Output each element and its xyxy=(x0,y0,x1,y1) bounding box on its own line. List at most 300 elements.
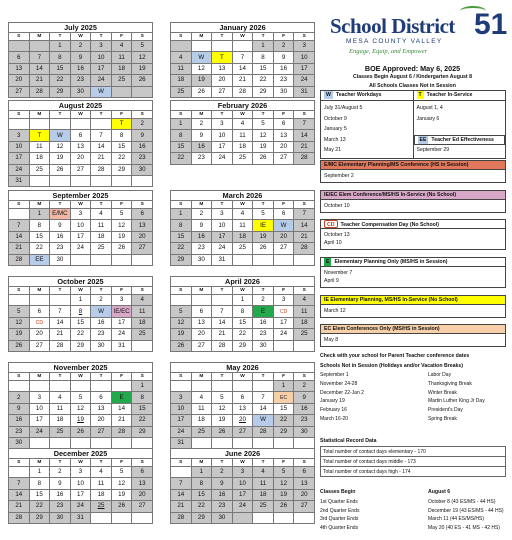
day-cell: 21 xyxy=(91,153,112,164)
quarter-label: 2nd Quarter Ends xyxy=(320,507,360,514)
day-cell: 13 xyxy=(294,478,315,489)
day-cell: 19 xyxy=(9,329,30,340)
day-cell: 25 xyxy=(232,153,253,164)
day-cell: 6 xyxy=(132,467,153,478)
day-cell: 7 xyxy=(29,52,50,63)
day-cell: 26 xyxy=(253,243,274,254)
day-cell: 13 xyxy=(70,141,91,152)
day-cell xyxy=(111,86,132,97)
day-cell: 6 xyxy=(273,209,294,220)
weekday-header: S xyxy=(294,287,315,295)
day-cell: 14 xyxy=(253,403,274,414)
quarter-row xyxy=(320,524,506,533)
day-cell: 26 xyxy=(273,501,294,512)
day-cell: 1 xyxy=(29,209,50,220)
day-cell: W xyxy=(253,415,274,426)
month-calendar xyxy=(8,448,153,524)
weekday-header: T xyxy=(212,459,233,467)
weekday-header: F xyxy=(111,33,132,41)
day-cell: 30 xyxy=(50,512,71,523)
weekday-header: T xyxy=(50,459,71,467)
day-cell: 30 xyxy=(212,512,233,523)
day-cell: 12 xyxy=(253,130,274,141)
day-cell: 10 xyxy=(212,130,233,141)
weekday-header: F xyxy=(273,201,294,209)
day-cell: 14 xyxy=(111,403,132,414)
e-date: November 7 xyxy=(324,270,353,276)
day-cell: 27 xyxy=(91,426,112,437)
quarters-start: August 6 xyxy=(428,489,451,495)
day-cell: 2 xyxy=(91,295,112,306)
day-cell: 29 xyxy=(111,164,132,175)
holiday-row xyxy=(320,371,506,380)
day-cell: 23 xyxy=(191,243,212,254)
day-cell xyxy=(171,381,192,392)
day-cell: 3 xyxy=(9,130,30,141)
day-cell: 8 xyxy=(29,478,50,489)
weekday-header: S xyxy=(294,373,315,381)
weekday-header: T xyxy=(253,287,274,295)
day-cell: 15 xyxy=(232,317,253,328)
weekday-header: S xyxy=(9,201,30,209)
month-calendar xyxy=(170,362,315,449)
day-cell: 25 xyxy=(171,86,192,97)
day-cell: IE/EC xyxy=(111,306,132,317)
day-cell: 4 xyxy=(91,209,112,220)
day-cell: 28 xyxy=(294,153,315,164)
day-cell: IE xyxy=(253,220,274,231)
day-cell: 10 xyxy=(91,52,112,63)
day-cell: 7 xyxy=(294,119,315,130)
day-cell: 12 xyxy=(171,317,192,328)
day-cell xyxy=(50,295,71,306)
day-cell: 5 xyxy=(111,467,132,478)
day-cell: 21 xyxy=(9,243,30,254)
day-cell: 7 xyxy=(171,478,192,489)
day-cell: 11 xyxy=(132,306,153,317)
day-cell xyxy=(171,41,192,52)
day-cell: 15 xyxy=(29,489,50,500)
day-cell: 20 xyxy=(132,231,153,242)
day-cell: 22 xyxy=(171,153,192,164)
weekday-header: S xyxy=(132,459,153,467)
month-title: March 2026 xyxy=(170,190,315,200)
day-cell: E/MC xyxy=(50,209,71,220)
day-cell: 10 xyxy=(232,478,253,489)
day-cell xyxy=(191,41,212,52)
day-cell: 25 xyxy=(111,75,132,86)
day-cell: 21 xyxy=(171,501,192,512)
weekday-header: T xyxy=(50,111,71,119)
inservice-label: Teacher In-Service xyxy=(426,92,473,98)
day-cell: 26 xyxy=(132,75,153,86)
day-cell: 9 xyxy=(132,130,153,141)
holiday-row xyxy=(320,380,506,389)
weekday-header: M xyxy=(29,459,50,467)
day-cell: 5 xyxy=(132,41,153,52)
day-cell: 11 xyxy=(29,141,50,152)
day-cell: 22 xyxy=(191,501,212,512)
weekday-header: T xyxy=(253,459,274,467)
day-cell xyxy=(132,175,153,186)
day-cell: 25 xyxy=(50,426,71,437)
day-cell: 11 xyxy=(171,63,192,74)
weekday-header: T xyxy=(91,33,112,41)
day-cell: 21 xyxy=(50,329,71,340)
stat-row: Total number of contact days high - 174 xyxy=(321,467,506,477)
holiday-name: Labor Day xyxy=(428,372,452,378)
weekday-header: T xyxy=(212,201,233,209)
day-cell: 1 xyxy=(70,295,91,306)
day-cell: 1 xyxy=(29,467,50,478)
day-cell: 6 xyxy=(273,119,294,130)
weekday-header: F xyxy=(111,459,132,467)
month-calendar xyxy=(8,22,153,98)
day-cell xyxy=(70,175,91,186)
day-cell: 31 xyxy=(9,175,30,186)
quarter-end: May 20 (40 ES - 41 MS - 42 HS) xyxy=(428,525,500,532)
stats-title: Statistical Record Data xyxy=(320,438,377,444)
month-title: July 2025 xyxy=(8,22,153,32)
day-cell: 27 xyxy=(191,340,212,351)
day-cell: 12 xyxy=(111,220,132,231)
day-cell: E xyxy=(111,392,132,403)
day-cell: 24 xyxy=(212,153,233,164)
day-cell: 18 xyxy=(171,75,192,86)
quarter-row xyxy=(320,515,506,524)
day-cell: 23 xyxy=(273,75,294,86)
day-cell xyxy=(212,381,233,392)
weekday-header: F xyxy=(273,287,294,295)
day-cell: 19 xyxy=(171,329,192,340)
day-cell: 15 xyxy=(29,231,50,242)
day-cell: 17 xyxy=(29,415,50,426)
workdays-label: Teacher Workdays xyxy=(335,92,382,98)
day-cell: 22 xyxy=(253,75,274,86)
not-in-session: All Schools Classes Not in Session xyxy=(369,83,456,89)
day-cell: 18 xyxy=(29,153,50,164)
month-calendar xyxy=(8,100,153,187)
day-cell: 11 xyxy=(91,478,112,489)
day-cell: 21 xyxy=(232,75,253,86)
month-calendar xyxy=(170,22,315,98)
day-cell: 28 xyxy=(294,243,315,254)
day-cell: 25 xyxy=(29,164,50,175)
day-cell: 8 xyxy=(29,220,50,231)
weekday-header: S xyxy=(294,201,315,209)
day-cell xyxy=(294,340,315,351)
day-cell: 7 xyxy=(232,52,253,63)
holiday-date: March 16-20 xyxy=(320,415,349,422)
day-cell: 21 xyxy=(294,141,315,152)
day-cell: 19 xyxy=(212,415,233,426)
workdays-date: October 9 xyxy=(324,115,347,122)
day-cell: 22 xyxy=(171,243,192,254)
month-title: December 2025 xyxy=(8,448,153,458)
legend-ec: EC Elem Conferences Only (MS/HS in Session) May 8 xyxy=(320,324,506,347)
day-cell xyxy=(9,119,30,130)
day-cell: 23 xyxy=(294,415,315,426)
weekday-header: S xyxy=(9,287,30,295)
day-cell: 15 xyxy=(273,403,294,414)
day-cell: 14 xyxy=(29,63,50,74)
weekday-header: M xyxy=(191,201,212,209)
day-cell: 20 xyxy=(191,329,212,340)
holiday-date: November 24-28 xyxy=(320,380,358,387)
day-cell: 3 xyxy=(111,295,132,306)
day-cell: 20 xyxy=(294,489,315,500)
weekday-header: S xyxy=(132,287,153,295)
quarter-label: 1st Quarter Ends xyxy=(320,498,358,505)
day-cell: 4 xyxy=(232,209,253,220)
stats-block xyxy=(320,438,506,477)
day-cell: 24 xyxy=(171,426,192,437)
holiday-row xyxy=(320,406,506,415)
day-cell: 19 xyxy=(50,153,71,164)
weekday-header: W xyxy=(70,111,91,119)
day-cell: 5 xyxy=(171,306,192,317)
day-cell xyxy=(9,467,30,478)
weekday-header: S xyxy=(294,111,315,119)
day-cell xyxy=(273,512,294,523)
day-cell: 30 xyxy=(70,86,91,97)
day-cell: 16 xyxy=(191,141,212,152)
day-cell xyxy=(111,254,132,265)
day-cell: 30 xyxy=(273,86,294,97)
ieec-date: October 10 xyxy=(324,203,350,209)
day-cell: 16 xyxy=(91,317,112,328)
day-cell: 25 xyxy=(91,243,112,254)
day-cell: 18 xyxy=(91,231,112,242)
day-cell: 9 xyxy=(212,478,233,489)
day-cell: 16 xyxy=(50,231,71,242)
day-cell: 4 xyxy=(191,392,212,403)
weekday-header: S xyxy=(171,459,192,467)
day-cell: 4 xyxy=(132,295,153,306)
day-cell: 13 xyxy=(91,403,112,414)
day-cell: 7 xyxy=(253,392,274,403)
classes-begin: Classes Begin August 6 / Kindergarten August 8 xyxy=(353,74,472,80)
weekday-header: S xyxy=(132,373,153,381)
day-cell: 23 xyxy=(70,75,91,86)
day-cell: 5 xyxy=(253,209,274,220)
day-cell: 18 xyxy=(132,317,153,328)
day-cell: 12 xyxy=(50,141,71,152)
day-cell: 22 xyxy=(132,415,153,426)
ec-date: May 8 xyxy=(324,337,339,343)
day-cell: 10 xyxy=(70,478,91,489)
day-cell xyxy=(212,41,233,52)
day-cell: 29 xyxy=(191,512,212,523)
day-cell: 20 xyxy=(29,329,50,340)
weekday-header: T xyxy=(50,287,71,295)
parent-note: Check with your school for Parent Teacher conference dates xyxy=(320,353,470,359)
weekday-header: S xyxy=(171,373,192,381)
weekday-header: S xyxy=(294,459,315,467)
day-cell xyxy=(50,119,71,130)
day-cell: 17 xyxy=(70,489,91,500)
day-cell: 26 xyxy=(191,86,212,97)
weekday-header: M xyxy=(29,287,50,295)
effectiveness-date: September 29 xyxy=(416,146,450,153)
day-cell: 7 xyxy=(9,220,30,231)
day-cell: 17 xyxy=(212,141,233,152)
weekday-header: W xyxy=(70,459,91,467)
day-cell: 17 xyxy=(273,317,294,328)
day-cell: 1 xyxy=(191,467,212,478)
day-cell: 14 xyxy=(294,130,315,141)
workdays-date: July 31/August 5 xyxy=(324,105,363,111)
day-cell xyxy=(91,175,112,186)
month-title: May 2026 xyxy=(170,362,315,372)
day-cell: 12 xyxy=(9,317,30,328)
day-cell: 4 xyxy=(294,295,315,306)
weekday-header: W xyxy=(70,287,91,295)
day-cell xyxy=(29,175,50,186)
day-cell: 24 xyxy=(212,243,233,254)
day-cell: 26 xyxy=(111,501,132,512)
day-cell: 4 xyxy=(50,392,71,403)
inservice-date: January 6 xyxy=(416,115,440,122)
day-cell xyxy=(273,254,294,265)
day-cell: 20 xyxy=(132,489,153,500)
day-cell: 10 xyxy=(70,220,91,231)
effectiveness-label: Teacher Ed Effectiveness xyxy=(431,136,494,143)
weekday-header: S xyxy=(171,287,192,295)
day-cell: 21 xyxy=(29,75,50,86)
day-cell: 24 xyxy=(294,75,315,86)
workdays-code: W xyxy=(326,92,331,98)
day-cell: 28 xyxy=(171,512,192,523)
day-cell: 20 xyxy=(70,153,91,164)
day-cell xyxy=(9,41,30,52)
day-cell: 11 xyxy=(191,403,212,414)
holiday-name: Thanksgiving Break xyxy=(428,380,472,387)
weekday-header: M xyxy=(29,373,50,381)
day-cell: 8 xyxy=(132,392,153,403)
day-cell: 12 xyxy=(191,63,212,74)
holidays-title: Schools Not in Session (Holidays and/or Vacation Breaks) xyxy=(320,363,463,369)
legend-workdays-inservice xyxy=(320,90,506,159)
weekday-header: T xyxy=(50,33,71,41)
weekday-header: W xyxy=(70,201,91,209)
day-cell: 6 xyxy=(91,392,112,403)
day-cell: 21 xyxy=(9,501,30,512)
weekday-header: T xyxy=(91,111,112,119)
day-cell: 18 xyxy=(191,415,212,426)
day-cell: 8 xyxy=(253,52,274,63)
day-cell: 6 xyxy=(132,209,153,220)
day-cell: 14 xyxy=(50,317,71,328)
quarter-row xyxy=(320,507,506,516)
holiday-row xyxy=(320,389,506,398)
day-cell: 18 xyxy=(50,415,71,426)
cd-date: October 13 xyxy=(324,232,350,238)
day-cell: 23 xyxy=(132,153,153,164)
day-cell: T xyxy=(29,130,50,141)
day-cell: W xyxy=(191,52,212,63)
stat-row: Total number of contact days elementary - 170 xyxy=(321,447,506,457)
day-cell: 15 xyxy=(50,63,71,74)
day-cell xyxy=(132,512,153,523)
day-cell: 1 xyxy=(253,41,274,52)
weekday-header: S xyxy=(171,201,192,209)
day-cell: 16 xyxy=(132,141,153,152)
day-cell: 30 xyxy=(9,437,30,448)
day-cell: 28 xyxy=(212,340,233,351)
day-cell: 26 xyxy=(253,153,274,164)
day-cell: 22 xyxy=(273,415,294,426)
day-cell: 22 xyxy=(50,75,71,86)
day-cell xyxy=(273,340,294,351)
day-cell: 29 xyxy=(232,340,253,351)
day-cell: 18 xyxy=(111,63,132,74)
weekday-header: M xyxy=(191,33,212,41)
weekday-header: S xyxy=(171,111,192,119)
day-cell: 3 xyxy=(212,119,233,130)
day-cell: 29 xyxy=(273,426,294,437)
day-cell: 29 xyxy=(29,512,50,523)
day-cell xyxy=(91,381,112,392)
day-cell: 19 xyxy=(191,75,212,86)
day-cell: 26 xyxy=(70,426,91,437)
day-cell: 24 xyxy=(273,329,294,340)
weekday-header: T xyxy=(253,111,274,119)
day-cell: 2 xyxy=(253,295,274,306)
day-cell: 5 xyxy=(253,119,274,130)
day-cell xyxy=(232,254,253,265)
month-title: June 2026 xyxy=(170,448,315,458)
day-cell: 6 xyxy=(294,467,315,478)
day-cell xyxy=(253,254,274,265)
day-cell: 30 xyxy=(50,254,71,265)
day-cell: 19 xyxy=(273,489,294,500)
day-cell: 8 xyxy=(171,220,192,231)
day-cell: 2 xyxy=(70,41,91,52)
day-cell xyxy=(212,295,233,306)
weekday-header: W xyxy=(232,373,253,381)
day-cell: T xyxy=(111,119,132,130)
day-cell: 20 xyxy=(9,75,30,86)
day-cell: 2 xyxy=(273,41,294,52)
day-cell: 17 xyxy=(70,231,91,242)
day-cell: 8 xyxy=(70,306,91,317)
ie-date: March 12 xyxy=(324,308,346,314)
day-cell: 30 xyxy=(253,340,274,351)
day-cell: 26 xyxy=(50,164,71,175)
weekday-header: F xyxy=(111,373,132,381)
day-cell: 14 xyxy=(9,489,30,500)
month-title: April 2026 xyxy=(170,276,315,286)
day-cell xyxy=(111,512,132,523)
day-cell: 4 xyxy=(232,119,253,130)
day-cell xyxy=(91,512,112,523)
month-title: September 2025 xyxy=(8,190,153,200)
weekday-header: F xyxy=(111,287,132,295)
holiday-date: September 1 xyxy=(320,372,349,378)
legend-e: E Elementary Planning Only (MS/HS in Session) November 7 April 9 xyxy=(320,257,506,288)
workdays-date: January 5 xyxy=(324,126,347,132)
day-cell: 2 xyxy=(9,392,30,403)
day-cell: 17 xyxy=(171,415,192,426)
day-cell: 24 xyxy=(232,501,253,512)
day-cell xyxy=(132,340,153,351)
weekday-header: W xyxy=(70,33,91,41)
day-cell: 1 xyxy=(171,119,192,130)
legend-ie: IE Elementary Planning, MS/HS In-Service (No School) March 12 xyxy=(320,295,506,318)
day-cell: 26 xyxy=(9,340,30,351)
day-cell: 11 xyxy=(111,52,132,63)
